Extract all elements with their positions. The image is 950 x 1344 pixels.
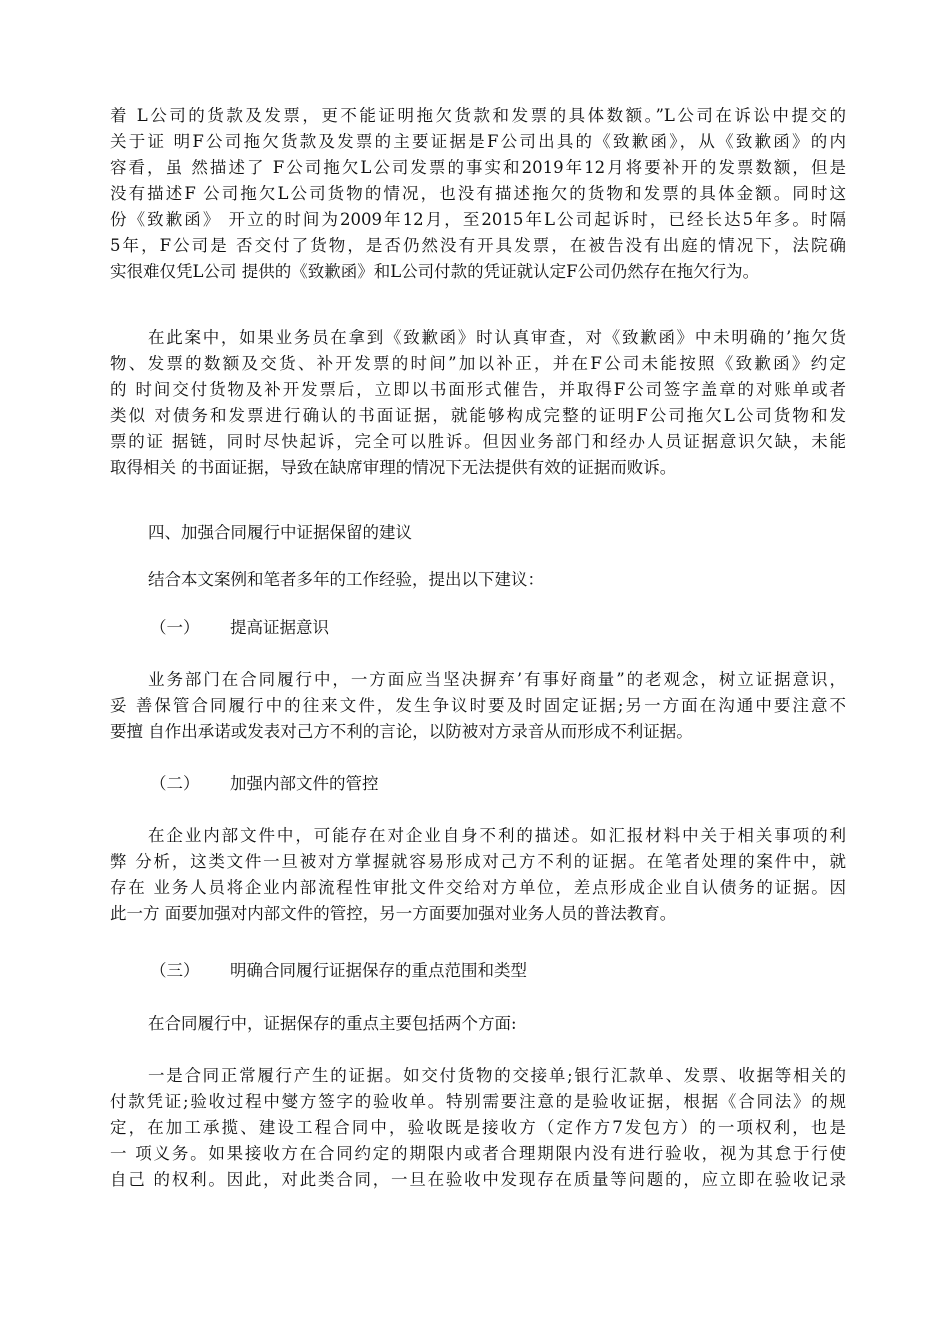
text-line: 实很难仅凭L公司 提供的《致歉函》和L公司付款的凭证就认定F公司仍然存在拖欠行为。	[110, 262, 760, 281]
text-line: 取得相关 的书面证据，导致在缺席审理的情况下无法提供有效的证据而败诉。	[110, 458, 677, 477]
text-line: 要擅 自作出承诺或发表对己方不利的言论，以防被对方录音从而形成不利证据。	[110, 722, 693, 741]
subsection-intro: 在合同履行中，证据保存的重点主要包括两个方面:	[148, 1014, 517, 1033]
text-line: 容看，虽 然描述了 F公司拖欠L公司发票的事实和2019年12月将要补开的发票数额，但是	[110, 158, 846, 177]
subsection-title: 加强内部文件的管控	[230, 774, 379, 793]
subsection-title: 明确合同履行证据保存的重点范围和类型	[230, 961, 527, 980]
text-line: 在此案中，如果业务员在拿到《致歉函》时认真审查，对《致歉函》中未明确的’拖欠货	[148, 328, 846, 347]
text-line: 5年，F公司是 否交付了货物，是否仍然没有开具发票，在被告没有出庭的情况下，法院确	[110, 236, 846, 255]
subsection-number: （二）	[150, 774, 200, 793]
section-intro: 结合本文案例和笔者多年的工作经验，提出以下建议：	[148, 570, 544, 589]
text-line: 在企业内部文件中，可能存在对企业自身不利的描述。如汇报材料中关于相关事项的利	[148, 826, 846, 845]
text-line: 弊 分析，这类文件一旦被对方掌握就容易形成对己方不利的证据。在笔者处理的案件中，就	[110, 852, 846, 871]
text-line: 着 L公司的货款及发票，更不能证明拖欠货款和发票的具体数额。”L公司在诉讼中提交的	[110, 106, 846, 125]
text-line: 存在 业务人员将企业内部流程性审批文件交给对方单位，差点形成企业自认债务的证据。因	[110, 878, 846, 897]
text-line: 的 时间交付货物及补开发票后，立即以书面形式催告，并取得F公司签字盖章的对账单或者	[110, 380, 846, 399]
text-line: 没有描述F 公司拖欠L公司货物的情况，也没有描述拖欠的货物和发票的具体金额。同时这	[110, 184, 846, 203]
text-line: 份《致歉函》 开立的时间为2009年12月，至2015年L公司起诉时，已经长达5年多。时隔	[110, 210, 846, 229]
text-line: 定，在加工承揽、建设工程合同中，验收既是接收方（定作方7发包方）的一项权利，也是	[110, 1118, 846, 1137]
section-heading: 四、加强合同履行中证据保留的建议	[148, 523, 412, 542]
subsection-title: 提高证据意识	[230, 618, 329, 637]
text-line: 票的证 据链，同时尽快起诉，完全可以胜诉。但因业务部门和经办人员证据意识欠缺，未能	[110, 432, 846, 451]
text-line: 业务部门在合同履行中，一方面应当坚决摒弃’有事好商量”的老观念，树立证据意识，	[148, 670, 846, 689]
text-line: 此一方 面要加强对内部文件的管控，另一方面要加强对业务人员的普法教育。	[110, 904, 677, 923]
text-line: 类似 对债务和发票进行确认的书面证据，就能够构成完整的证明F公司拖欠L公司货物和发	[110, 406, 846, 425]
text-line: 自己 的权利。因此，对此类合同，一旦在验收中发现存在质量等问题的，应立即在验收记录	[110, 1170, 846, 1189]
text-line: 一 项义务。如果接收方在合同约定的期限内或者合理期限内没有进行验收，视为其怠于行使	[110, 1144, 846, 1163]
text-line: 物、发票的数额及交货、补开发票的时间”加以补正，并在F公司未能按照《致歉函》约定	[110, 354, 846, 373]
subsection-number: （三）	[150, 961, 200, 980]
text-line: 一是合同正常履行产生的证据。如交付货物的交接单;银行汇款单、发票、收据等相关的	[148, 1066, 846, 1085]
subsection-number: （一）	[150, 618, 200, 637]
text-line: 关于证 明F公司拖欠货款及发票的主要证据是F公司出具的《致歉函》，从《致歉函》的内	[110, 132, 846, 151]
text-line: 妥 善保管合同履行中的往来文件，发生争议时要及时固定证据;另一方面在沟通中要注意不	[110, 696, 846, 715]
text-line: 付款凭证;验收过程中燮方签字的验收单。特别需要注意的是验收证据，根据《合同法》的规	[110, 1092, 846, 1111]
